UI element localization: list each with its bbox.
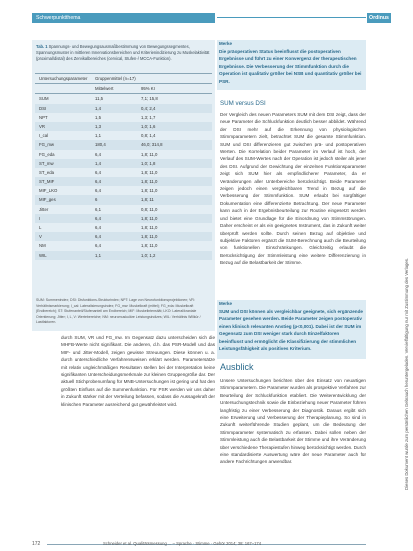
table-row [35,251,212,260]
ausblick-heading: Ausblick [220,362,254,372]
table-cell: 1,8; 11,0 [141,151,158,157]
right-body-text: Der Vergleich des neuen Parameters SUM mit dem DSI zeigt, dass der neue Parameter die Schluckfunktion deutlich besser abbildet. Während der DSI mehr auf die Erkennung von physiologischen Stimmparametern zielt, betrachtet SUM die gesamte Stimmfunktion. SUM und DSI differenzieren gut zwischen prä- und postoperativen Werten. Die Korrelation beider Parameter im Verlauf ist hoch, der Verlauf des SUM-Wertes nach der Operation ist jedoch steiler als jener des DSI. Aufgrund der Gewichtung der einzelnen Funktionsparameter zeigt sich SUM hier als empfindlicherer Parameter, da er Veränderungen aller Unterbereiche berücksichtigt. Beide Parameter zeigen jedoch einen vergleichbaren Trend in Bezug auf die Verbesserung der Stimmfunktion. SUM erlaubt bei sorgfältiger Dokumentation eine differenzierte Betrachtung. Der neue Parameter kann auch in der Ergebnisbeurteilung zur Routine eingesetzt werden und bietet eine Grundlage für die Einordnung von Stimmstörungen. Daher erscheint er als ein geeignetes Instrument, das in Zukunft weiter überprüft werden sollte. Durch seinen Bezug auf objektive und subjektive Faktoren ergänzt die SUM-Berechnung auch die Beurteilung von funktionellen Einschränkungen. Gleichzeitig erlaubt die Berücksichtigung der Stimmleistung eine weitere Differenzierung in Bezug auf die Belastbarkeit der Stimme. [220,112,366,266]
table-cell: WIL [39,252,47,258]
table-cell: I [39,215,41,221]
table-cell: 1,0; 1,6 [141,123,156,129]
table-cell: 1,4 [95,105,101,111]
table-cell: MIF_LKO [39,188,58,194]
table-cell: 6 [95,197,98,203]
table-header-cell [141,74,201,83]
vertical-notice: Dieses Dokument wurde zum persönlichen Gebrauch heruntergeladen. Vervielfältigung nur mit Zustimmung des Verlages. [404,257,409,490]
table-row [35,104,212,113]
table-caption-prefix: Tab. 1 [36,44,48,49]
table-row [35,223,212,232]
table-cell: MIF_ges [39,197,56,203]
table-row [35,122,212,131]
table-cell: 6,4 [95,225,101,230]
table-cell: 1,8; 11 [141,197,154,203]
left-body-text: durch SUM, VR und FG_mw. Im Gegensatz dazu unterscheiden sich die MHFB-Werte nicht signifikant. Die anderen, d.h. das PSR-Modell und das MIF- und Jitter-Modell, zeigen gewisse Streuungen. Diese können u. a. durch unterschiedliche Verfahrensweisen erklärt werden. Parametersätze mit relativ ungleichmäßigen Resultaten stellen bei der Interpretation keine signifikanten Unterscheidungsmerkmale zur kleinen Gruppengröße dar. Der aktuell Stichprobenumfang für MNB-Untersuchungen ist gering und hat den größten Einfluss auf die Summenfunktion. Für PSR werden wir uns daher in Zukunft stärker mit der Verteilung befassen, sodass die Aussagekraft der klinischen Parameter ausreichend gut gewährleistet wird. [61,335,215,407]
table-caption [36,44,210,63]
table-cell: I_cal [39,133,49,139]
table-cell: 6,4 [95,151,101,157]
page-number: 172 [32,541,41,547]
table-cell: 6,4 [95,188,101,194]
table-cell: 6,4 [95,169,101,175]
table-subheader-cell [35,84,95,93]
table-cell: 0,4; 2,4 [141,105,156,111]
journal-tag [367,13,391,23]
table-header-cell: Gruppenmittel (n=17) [95,76,136,81]
table-cell: 0,8; 11,0 [141,206,158,212]
table-cell: 6,4 [95,234,101,240]
table-row [35,168,212,177]
table-cell: 11,5 [95,96,104,102]
table-cell: 6,4 [95,243,101,249]
table-cell: 6,4 [95,215,101,221]
merke-label: Merke [219,41,233,46]
table-cell: ST_mw [39,160,54,166]
section-label: Schwerpunktthema [36,15,81,21]
section-heading: SUM versus DSI [220,100,266,107]
table-cell: 1,8; 11,0 [141,225,158,230]
table-cell: 180,4 [95,142,106,148]
merke-text: SUM und DSI können als vergleichbar geeignete, sich ergänzende Parameter gesehen werden. Beide Parameter zeigen postoperativ einen klinisch relevanten Anstieg (p<0,001). Dabei ist der SUM im Gegensatz zum DSI weniger stark durch Einzelfaktoren beeinflusst und ermöglicht die Klassifizierung der stimmlichen Leistungsfähigkeit als positives Kriterium. [219,309,363,352]
table-cell: 46,0; 314,8 [141,142,163,148]
table-cell: ST_eda [39,169,55,175]
table-row [35,140,212,149]
table-subheader-row [35,84,212,94]
table-row [35,177,212,186]
table-header-cell: Untersuchungsparameter [39,76,88,81]
table-cell: SUM [39,96,49,102]
merke-text: Die präoperativen Status beeinflusst die postoperativen Ergebnisse und führt zu einer Konvergenz der therapeutischen Ergebnisse. Die Verbesserung der Stimmfunktion durch die Operation ist qualitativ größer bei NSB und quantitativ größer bei PSR. [219,49,362,84]
table-cell: 7,1; 15,8 [141,96,158,102]
table-subheader-cell: 95% KI [141,86,155,92]
data-table [35,73,212,260]
table-cell: 1,8; 11,0 [141,188,158,194]
table-cell: 1,0; 1,2 [141,252,156,258]
table-cell: 1,4 [95,160,101,166]
journal-tag-label: Ordinus [369,15,389,21]
table-row [35,131,212,140]
table-box [32,40,215,331]
table-row [35,94,212,103]
table-cell: 1,1 [95,133,101,139]
table-cell: 1,8; 11,0 [141,179,158,185]
table-header-row [35,73,212,84]
table-row [35,186,212,195]
table-cell: FG_mw [39,142,55,148]
table-row [35,241,212,250]
table-cell: 1,1 [95,252,101,258]
table-cell: ST_MIF [39,179,55,185]
table-row [35,113,212,122]
table-cell: 1,5 [95,114,101,120]
table-row [35,232,212,241]
table-cell: NPT [39,114,48,120]
table-cell: VR [39,123,45,129]
merke-box-2 [217,300,366,359]
table-cell: 1,3 [95,123,101,129]
footer-citation: Schneider et al. Qualitätsmessung ... – Sprache · Stimme · Gehör 2014; 38: 167–174 [103,541,262,546]
table-cell: DSI [39,105,47,111]
table-row [35,205,212,214]
merke-box-1 [217,40,366,90]
table-cell: L [39,225,42,230]
table-cell: 1,3; 1,7 [141,114,156,120]
table-row [35,214,212,223]
table-caption-text: Spannungs- und Bewegungsausmaßbestimmung von Bewegungssegmentes, Spannungsmuster in mittleren Innervationsbereichen und Kriterienindizierung zu Muskelaktivität (proximal/distal) des Zervikalbereiches (cervical, Stufen-/ MCCA-Funktion). [36,44,210,62]
table-cell: 0,8; 1,4 [141,133,156,139]
header-rule [217,17,366,18]
section-label-bar [32,13,215,23]
table-cell: 6,1 [95,206,101,212]
table-row [35,150,212,159]
table-cell: NM [39,243,46,249]
table-row [35,195,212,204]
table-cell: Jitter [39,206,49,212]
table-cell: 1,8; 11,0 [141,215,158,221]
table-cell: 1,8; 11,0 [141,169,158,175]
table-footnote: SUM: Summenindex; DSI: Disfunktions-Strukturindex; NPT: Lage von Neurofunktionsprojektionen; VR: Verhältnismarkierung; I_cal: Lateralisierungsindex; FG_mw: Muskelkraft (mittel); FG_eda: Muskelkraft (Endbereich); ST: Stufenanteil/Stufenanteil am Endbereich; MIF: Muskelintensität; LKO: Lateral/kraniale Orientierung; Jitter; I, L, V: Wertebereiche; NM: neuromuskuläre Leistungsindizes; WIL: Verhältnis Willkür / Lastfaktoren. [36,298,201,324]
table-subheader-cell: Mittelwert [95,86,114,92]
ausblick-body-text: Unsere Untersuchungen berichten über den Einsatz von neuartigen Stimmparametern. Die Parameter wurden als prospektive Verfahren zur Beurteilung der Schluckfunktion etabliert. Die Weiterentwicklung der Untersuchungstechnik sowie die Einbeziehung neuer Parameter führen langfristig zu einer Verbesserung der Diagnostik. Daraus ergibt sich eine Erweiterung und Verbesserung der Therapieplanung. So sind in Zukunft weiterführende Studien geplant, um die Bedeutung der Stimmparameter systematisch zu erfassen. Dabei sollen neben der Stimmleistung auch die Belastbarkeit der Stimme und ihre Veränderung über verschiedene Therapiestufen hinweg berücksichtigt werden. Durch eine standardisierte Auswertung wäre der neue Parameter auch für andere Fachrichtungen anwendbar. [220,378,366,465]
table-cell: 6,4 [95,179,101,185]
table-cell: 1,8; 11,0 [141,243,158,249]
table-cell: 1,0; 1,8 [141,160,156,166]
table-row [35,159,212,168]
table-cell: 1,8; 11,0 [141,234,158,240]
merke-label: Merke [219,301,233,306]
table-cell: FG_eda [39,151,55,157]
table-cell: V [39,234,42,240]
